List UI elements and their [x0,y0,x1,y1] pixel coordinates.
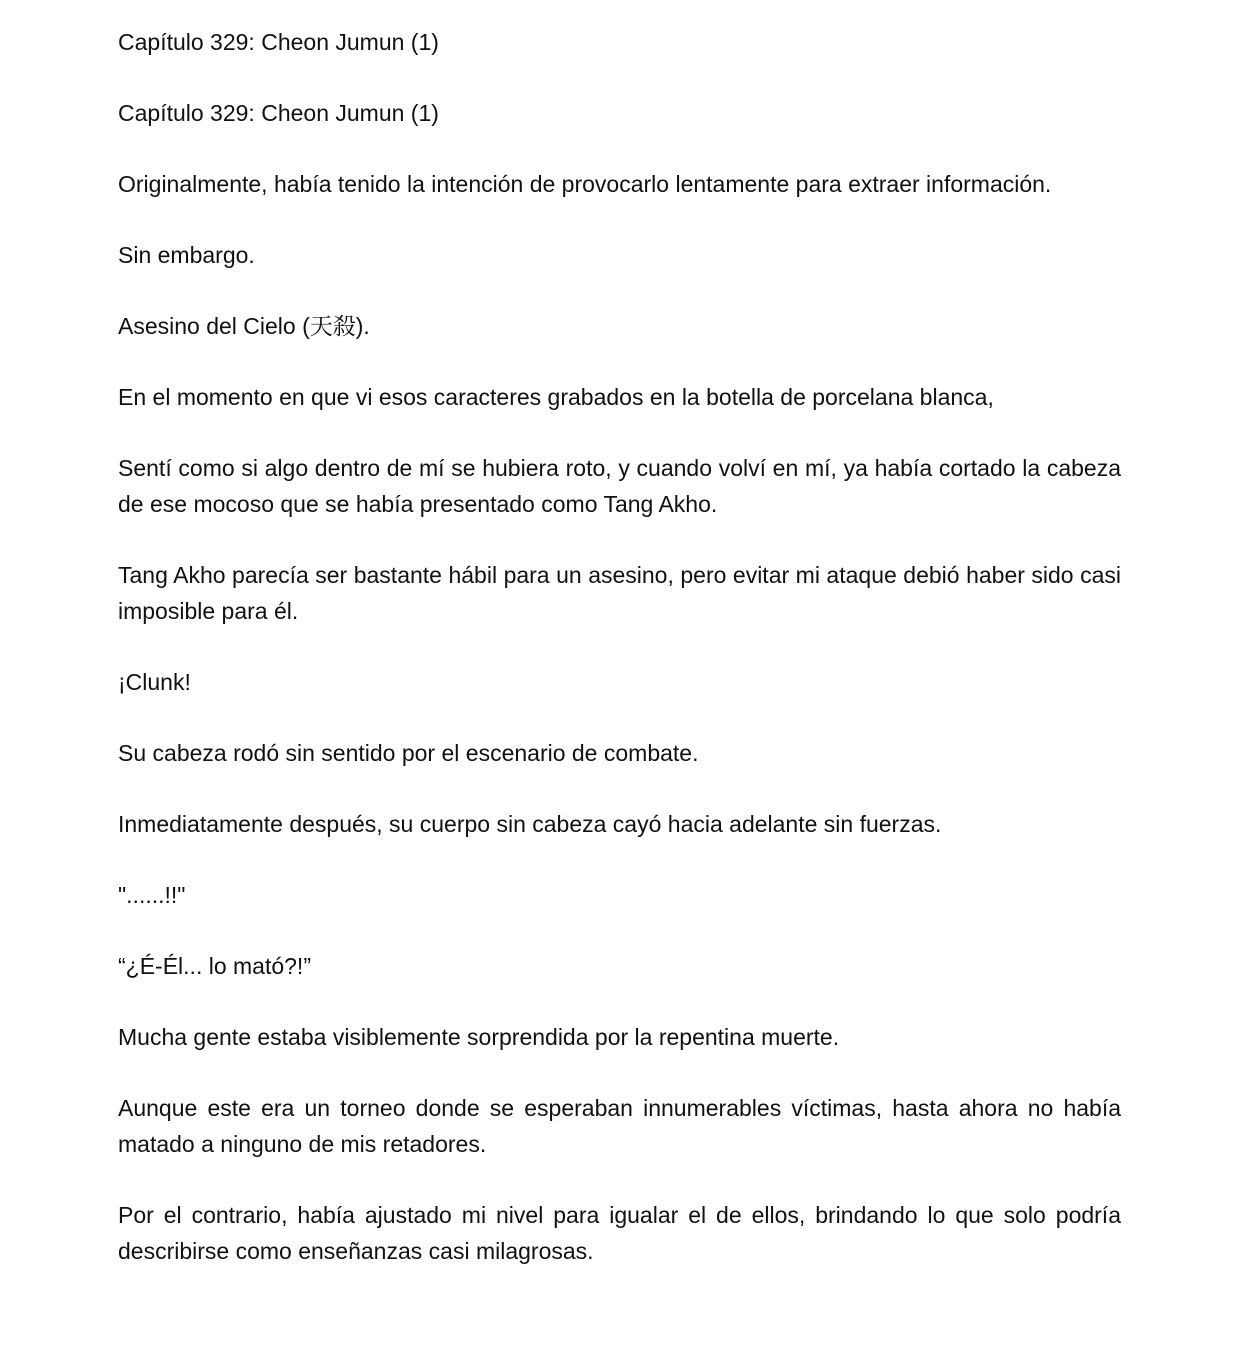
paragraph: Tang Akho parecía ser bastante hábil para un asesino, pero evitar mi ataque debió haber sido casi imposible para él. [118,562,1121,624]
chapter-heading-repeat: Capítulo 329: Cheon Jumun (1) [118,100,439,126]
paragraph: Aunque este era un torneo donde se esperaban innumerables víctimas, hasta ahora no había matado a ninguno de mis retadores. [118,1095,1121,1157]
chapter-heading: Capítulo 329: Cheon Jumun (1) [118,29,439,55]
paragraph: Sin embargo. [118,242,255,268]
paragraph: “¿É-Él... lo mató?!” [118,953,311,979]
paragraph: "......!!" [118,882,186,908]
paragraph: ¡Clunk! [118,669,191,695]
paragraph: Su cabeza rodó sin sentido por el escenario de combate. [118,740,699,766]
paragraph: Mucha gente estaba visiblemente sorprendida por la repentina muerte. [118,1024,840,1050]
paragraph: Originalmente, había tenido la intención de provocarlo lentamente para extraer información. [118,171,1052,197]
paragraph: En el momento en que vi esos caracteres grabados en la botella de porcelana blanca, [118,384,994,410]
paragraph: Sentí como si algo dentro de mí se hubiera roto, y cuando volví en mí, ya había cortado la cabeza de ese mocoso que se había presentado como Tang Akho. [118,455,1121,517]
paragraph: Asesino del Cielo (天殺). [118,313,370,339]
paragraph: Por el contrario, había ajustado mi nivel para igualar el de ellos, brindando lo que solo podría describirse como enseñanzas casi milagrosas. [118,1202,1121,1264]
document-page [118,24,1121,1269]
paragraph: Inmediatamente después, su cuerpo sin cabeza cayó hacia adelante sin fuerzas. [118,811,942,837]
